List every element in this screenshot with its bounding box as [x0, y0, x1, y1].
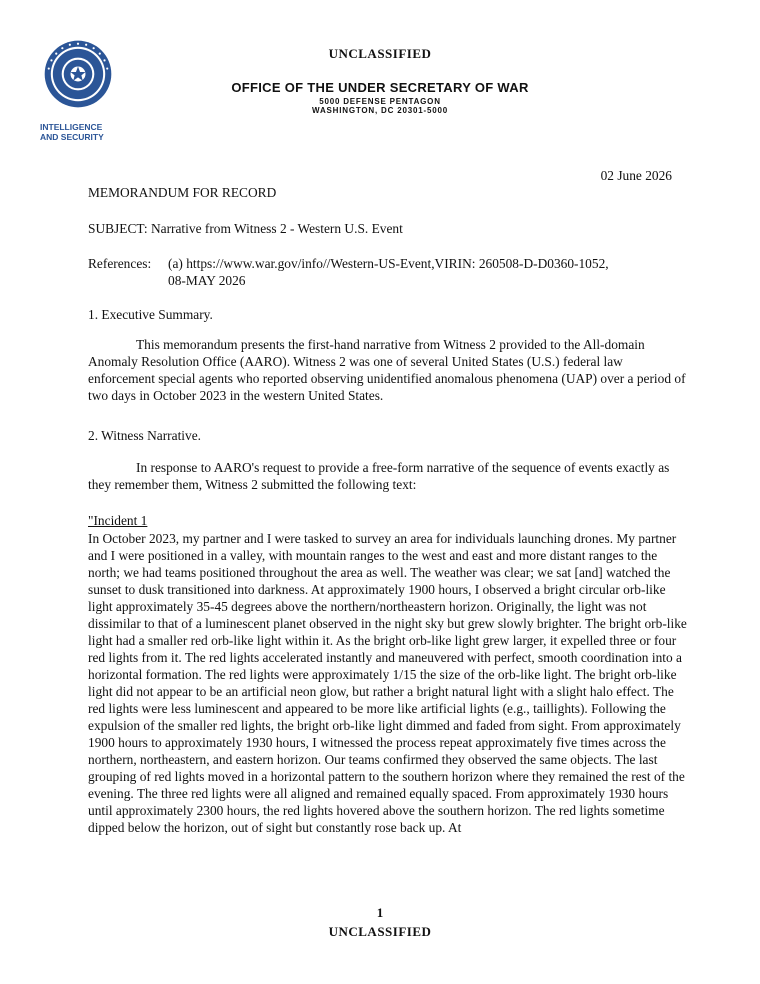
- section2-heading: 2. Witness Narrative.: [88, 428, 202, 443]
- memo-subject: SUBJECT: Narrative from Witness 2 - Western U.S. Event: [88, 221, 403, 236]
- seal-caption-line1: INTELLIGENCE: [40, 122, 103, 132]
- witness-narrative: In October 2023, my partner and I were tasked to survey an area for individuals launching drones. My partner and I were positioned in a valley, with mountain ranges to the west and east and more distant ranges to the north; we had teams positioned throughout the area as well. The weather was clear; we sat [and] watched the sunset to dusk transitioned into darkness. At approximately 1900 hours, I observed a bright circular orb-like light approximately 35-45 degrees above the northern/northeastern horizon. Originally, the light was not dissimilar to that of a luminescent planet observed in the night sky but grew slowly brighter. The bright orb-like light had a smaller red orb-like light within it. As the bright orb-like light grew larger, it expelled three or four red lights from it. The red lights accelerated instantly and maneuvered with perfect, smooth coordination into a horizontal formation. The red lights were approximately 1/15 the size of the orb-like light. The bright orb-like light did not appear to be an artificial neon glow, but rather a bright natural light with a slight halo effect. The red lights were less luminescent and appeared to be more like artificial lights (e.g., taillights). Following the expulsion of the smaller red lights, the bright orb-like light dimmed and faded from sight. From approximately 1900 hours to approximately 1930 hours, I witnessed the process repeat approximately five times across the northern, northeastern, and eastern horizon. Our teams confirmed they observed the same objects. The last grouping of red lights moved in a horizontal pattern to the southern horizon where they remained the rest of the evening. The three red lights were all aligned and remained equally spaced. From approximately 1930 hours until approximately 2300 hours, the red lights hovered above the southern horizon. The red lights sometime dipped below the horizon, out of sight but constantly rose back up. At: [88, 531, 687, 835]
- section1-paragraph: This memorandum presents the first-hand narrative from Witness 2 provided to the All-domain Anomaly Resolution Office (AARO). Witness 2 was one of several United States (U.S.) federal law enforcement special agents who reported observing unidentified anomalous phenomena (UAP) over a period of two days in October 2023 in the western United States.: [88, 337, 686, 403]
- references-label: References:: [88, 256, 152, 271]
- address-line1: 5000 DEFENSE PENTAGON: [319, 97, 441, 106]
- classification-top: UNCLASSIFIED: [328, 46, 432, 61]
- section2-body: [88, 459, 688, 493]
- memo-title: MEMORANDUM FOR RECORD: [88, 185, 277, 200]
- office-title: OFFICE OF THE UNDER SECRETARY OF WAR: [231, 80, 529, 95]
- seal-caption-line2: AND SECURITY: [40, 132, 104, 142]
- references-link[interactable]: (a) https://www.war.gov/info//Western-US-Event,VIRIN: 260508-D-D0360-1052,: [168, 256, 609, 271]
- incident-title: "Incident 1: [88, 513, 148, 528]
- seal-caption: [40, 122, 130, 142]
- page-number: 1: [376, 905, 384, 920]
- section2-paragraph: In response to AARO's request to provide a free-form narrative of the sequence of events exactly as they remember them, Witness 2 submitted the following text:: [88, 460, 670, 492]
- section1-body: [88, 336, 688, 404]
- address-line2: WASHINGTON, DC 20301-5000: [312, 106, 448, 115]
- classification-bottom: UNCLASSIFIED: [328, 924, 432, 939]
- references-date: 08-MAY 2026: [168, 273, 246, 288]
- memo-date: 02 June 2026: [600, 168, 672, 183]
- section1-heading: 1. Executive Summary.: [88, 307, 213, 322]
